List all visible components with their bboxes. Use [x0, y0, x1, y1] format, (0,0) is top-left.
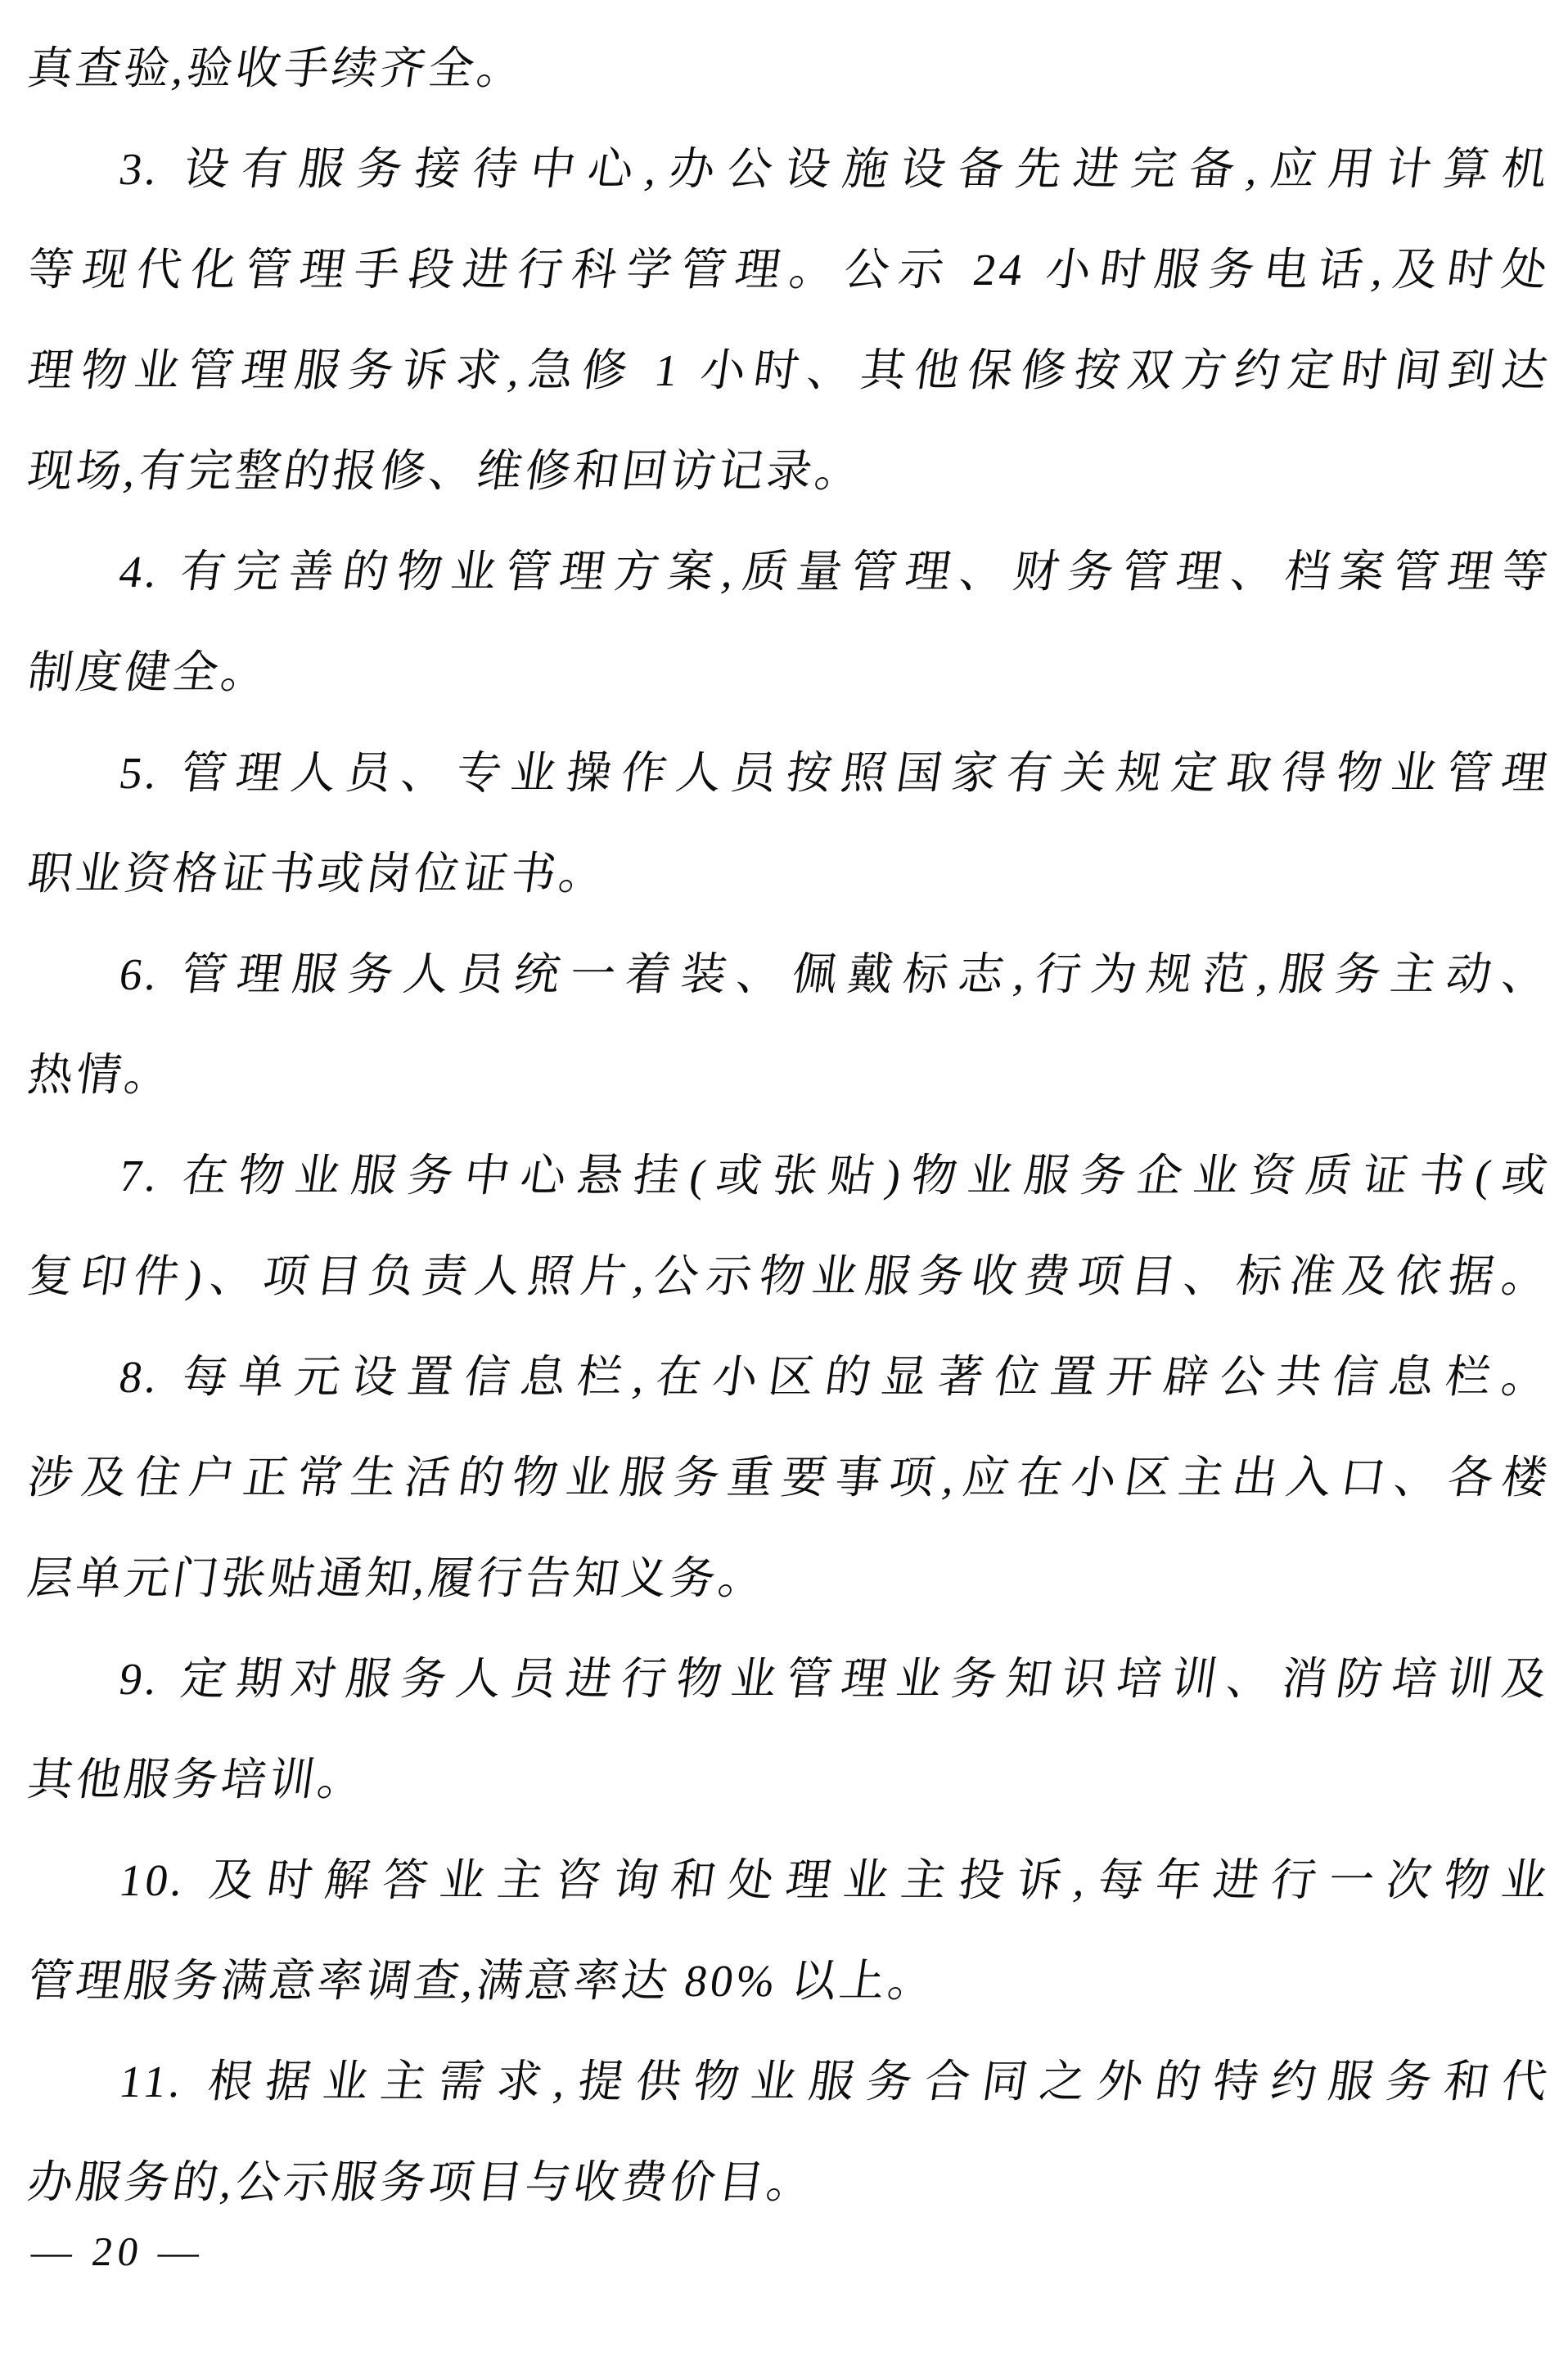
text-line: 9. 定期对服务人员进行物业管理业务知识培训、消防培训及: [116, 1654, 1554, 1704]
text-line: 管理服务满意率调查,满意率达 80% 以上。: [25, 1956, 940, 2006]
text-line: 等现代化管理手段进行科学管理。公示 24 小时服务电话,及时处: [25, 245, 1554, 295]
text-line: 10. 及时解答业主咨询和处理业主投诉,每年进行一次物业: [116, 1855, 1554, 1905]
text-line: 其他服务培训。: [25, 1755, 370, 1805]
text-line: 办服务的,公示服务项目与收费价目。: [25, 2157, 819, 2207]
text-line: 现场,有完整的报修、维修和回访记录。: [25, 446, 867, 496]
text-line: 制度健全。: [25, 647, 273, 697]
text-line: 5. 管理人员、专业操作人员按照国家有关规定取得物业管理: [116, 748, 1554, 798]
text-line: 热情。: [25, 1050, 177, 1100]
text-line: 复印件)、项目负责人照片,公示物业服务收费项目、标准及依据。: [25, 1251, 1554, 1301]
text-line: 11. 根据业主需求,提供物业服务合同之外的特约服务和代: [116, 2057, 1554, 2106]
text-line: 真查验,验收手续齐全。: [25, 43, 529, 93]
text-line: 涉及住户正常生活的物业服务重要事项,应在小区主出入口、各楼: [25, 1453, 1554, 1503]
text-line: 7. 在物业服务中心悬挂(或张贴)物业服务企业资质证书(或: [116, 1151, 1554, 1201]
text-line: 4. 有完善的物业管理方案,质量管理、财务管理、档案管理等: [116, 547, 1554, 597]
text-line: 3. 设有服务接待中心,办公设施设备先进完备,应用计算机: [116, 144, 1554, 194]
text-line: 6. 管理服务人员统一着装、佩戴标志,行为规范,服务主动、: [116, 949, 1554, 999]
text-line: 职业资格证书或岗位证书。: [25, 849, 611, 899]
text-line: 理物业管理服务诉求,急修 1 小时、其他保修按双方约定时间到达: [25, 345, 1554, 395]
text-line: 8. 每单元设置信息栏,在小区的显著位置开辟公共信息栏。: [116, 1352, 1554, 1402]
page-number-footer: — 20 —: [28, 2228, 208, 2274]
document-text-block: [25, 18, 1554, 2233]
text-line: 层单元门张贴通知,履行告知义务。: [25, 1553, 771, 1603]
